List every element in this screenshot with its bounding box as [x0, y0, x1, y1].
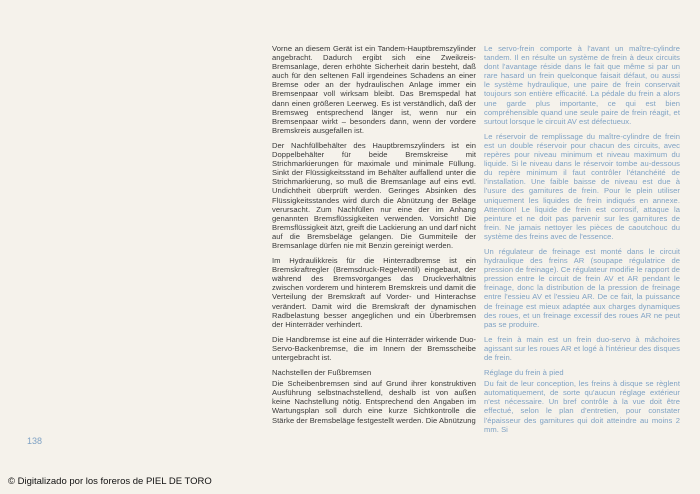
german-paragraph: Die Handbremse ist eine auf die Hinterräder wirkende Duo-Servo-Backenbremse, die im Innern der Bremsscheibe untergebracht ist.: [272, 334, 476, 362]
french-paragraph: Du fait de leur conception, les freins à disque se règlent automatiquement, de sorte qu'aucun réglage extérieur n'est nécessaire. Un bref contrôle à la vue doit être effectué, selon le plan d'entretien, pour constater l'épaisseur des garnitures qui doit atteindre au moins 2 mm. Si: [484, 379, 680, 434]
french-subheading: Réglage du frein à pied: [484, 368, 564, 378]
french-paragraph: Le réservoir de remplissage du maître-cylindre de frein est un double réservoir pour chacun des circuits, avec repères pour niveau minimum et niveau maximum du liquide. Si le niveau dans le réservoir tombe au-dessous du repère minimum il faut contrôler l'étanchéité de l'installation. Une faible baisse de niveau est due à l'usure des garnitures de frein. Pour le plein utiliser uniquement les liquides de frein indiqués en annexe. Attention! Le liquide de frein est corrosif, attaque la peinture et ne doit pas parvenir sur les garnitures de frein. Ne jamais nettoyer les pièces de caoutchouc du système des freins avec de l'essence.: [484, 131, 680, 241]
german-subheading: Nachstellen der Fußbremsen: [272, 368, 372, 378]
page-number: 138: [27, 436, 43, 446]
scan-credit-footer: © Digitalizado por los foreros de PIEL DE TORO: [8, 476, 212, 487]
german-paragraph: Der Nachfüllbehälter des Hauptbremszylinders ist ein Doppelbehälter für beide Bremskreise mit Strichmarkierungen für maximale und minimale Füllung. Sinkt der Flüssigkeitsstand im Behälter auffallend unter die Strichmarkierung, so muß die Bremsanlage auf eins evtl. Undichtheit überprüft werden. Geringes Absinken des Flüssigkeitsstandes wird durch die Abnützung der Beläge verursacht. Zum Nachfüllen nur eine der im Anhang genannten Bremsflüssigkeiten verwenden. Vorsicht! Die Bremsflüssigkeit ätzt, greift die Lackierung an und darf nicht auf die Bremsbeläge gelangen. Die Gummiteile der Bremsanlage dürfen nie mit Benzin gereinigt werden.: [272, 140, 477, 250]
french-paragraph: Le frein à main est un frein duo-servo à mâchoires agissant sur les roues AR et logé à l'intérieur des disques de frein.: [484, 334, 680, 362]
german-paragraph: Die Scheibenbremsen sind auf Grund ihrer konstruktiven Ausführung selbstnachstellend, deshalb ist von außen keine Nachstellung nötig. Entsprechend den Angaben im Wartungsplan soll durch eine kurze Sichtkontrolle die Stärke der Bremsbeläge festgestellt werden. Die Abnützung: [272, 379, 476, 425]
french-paragraph: Un régulateur de freinage est monté dans le circuit hydraulique des freins AR (soupape régulatrice de pression de freinage). Ce régulateur modifie le rapport de pression entre le circuit de frein AV et AR pendant le freinage, donc la distribution de la pression de freinage entre l'essieu AV et l'essieu AR. De ce fait, la puissance de freinage est mieux adaptée aux charges dynamiques des roues, et un freinage excessif des roues AR ne peut pas se produire.: [484, 246, 680, 329]
german-paragraph: Im Hydraulikkreis für die Hinterradbremse ist ein Bremskraftregler (Bremsdruck-Regelventil) eingebaut, der während des Bremsvorganges das Druckverhältnis zwischen vorderem und hinterem Bremskreis und damit die Verteilung der Bremskraft auf Vorder- und Hinterachse verändert. Damit wird die Bremskraft der dynamischen Radbelastung besser angeglichen und ein Überbremsen der Hinterräder verhindert.: [272, 256, 476, 329]
french-paragraph: Le servo-frein comporte à l'avant un maître-cylindre tandem. Il en résulte un système de frein à deux circuits dont l'avantage réside dans le fait que même si par un rare hasard un frein quelconque faisait défaut, ou aussi le système hydraulique, une paire de frein conservait toujours son entière efficacité. La pédale du frein a alors une garde plus importante, ce qui est bien compréhensible quand une seule paire de frein réagit, et surtout lorsque le circuit AV est défectueux.: [484, 44, 680, 126]
french-text-column: [484, 44, 680, 440]
german-paragraph: Vorne an diesem Gerät ist ein Tandem-Hauptbremszylinder angebracht. Dadurch ergibt sich eine Zweikreis-Bremsanlage, deren erhöhte Sicherheit darin besteht, daß auch für den seltenen Fall irgendeines Schadens an einer Bremse oder an der hydraulischen Anlage immer ein Bremsenpaar voll wirksam bleibt. Das Bremspedal hat dann einen größeren Leerweg. Es ist verständlich, daß der Bremsweg entsprechend länger ist, wenn nur ein Bremsenpaar wirkt – besonders dann, wenn der vordere Bremskreis ausgefallen ist.: [272, 44, 476, 135]
german-text-column: [272, 44, 476, 431]
